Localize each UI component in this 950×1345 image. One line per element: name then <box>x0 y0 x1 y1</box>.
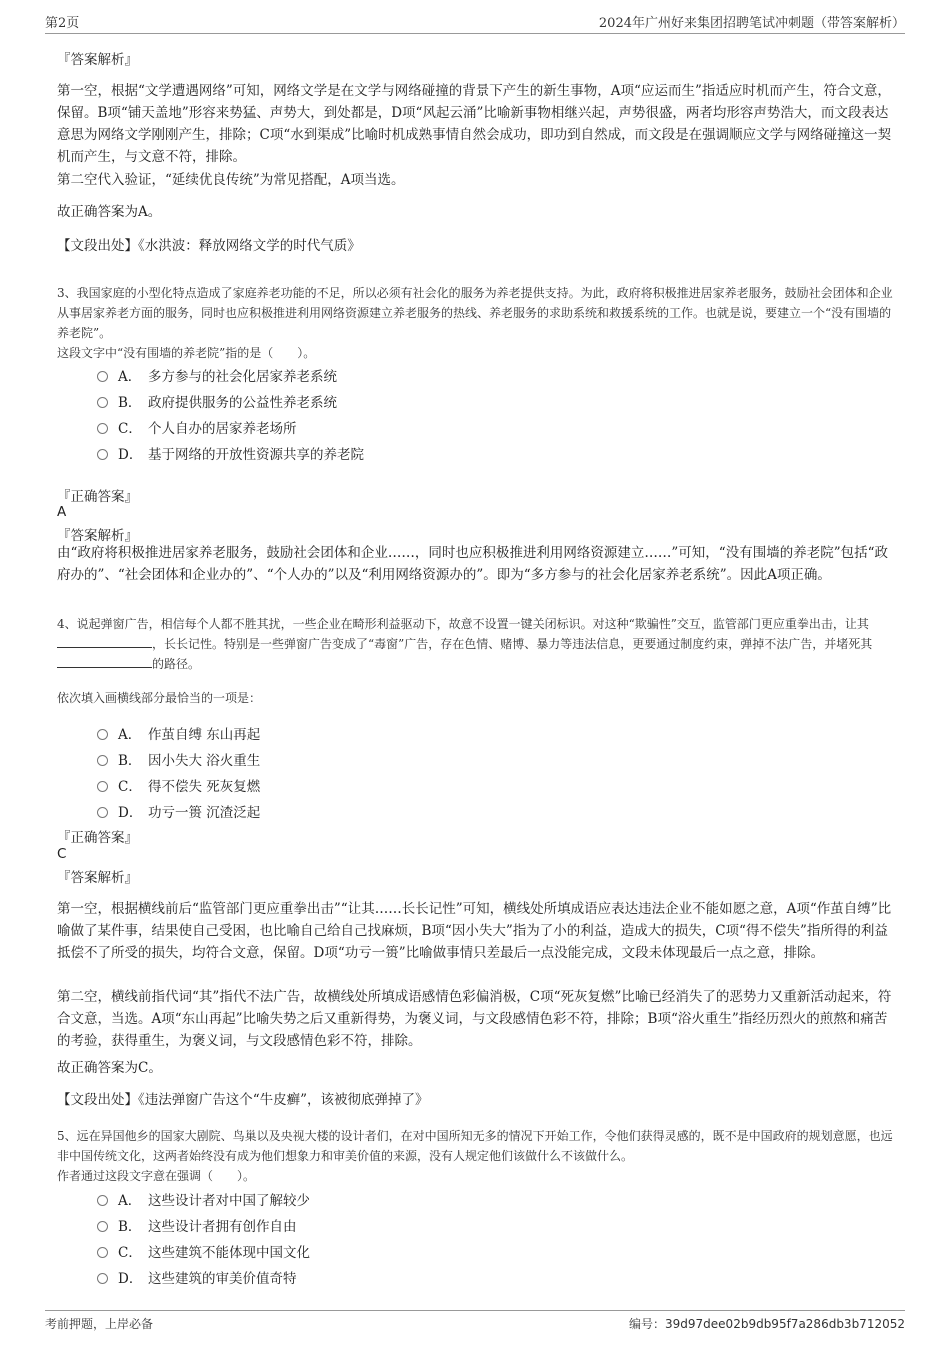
radio-icon[interactable] <box>97 1195 108 1206</box>
q2-analysis-label: 『答案解析』 <box>57 52 138 68</box>
option-letter: D． <box>118 1271 143 1287</box>
option-letter: B． <box>118 395 142 411</box>
q4-option-d[interactable] <box>97 801 260 821</box>
radio-icon[interactable] <box>97 1273 108 1284</box>
q2-analysis-p1: 第一空，根据“文学遭遇网络”可知，网络文学是在文学与网络碰撞的背景下产生的新生事物，A项“应运而生”指适应时机而产生，符合文意，保留。B项“铺天盖地”形容来势猛、声势大，到处都是，D项“风起云涌”比喻新事物相继兴起，声势很盛，两者均形容声势浩大，而文段表达意思为网络文学刚刚产生，排除；C项“水到渠成”比喻时机成熟事情自然会成功，即功到自然成，而文段是在强调顺应文学与网络碰撞这一契机而产生，与文意不符，排除。 <box>57 83 892 165</box>
option-text: 政府提供服务的公益性养老系统 <box>148 395 337 411</box>
option-text: 多方参与的社会化居家养老系统 <box>148 369 337 385</box>
option-letter: A． <box>118 1193 142 1209</box>
option-letter: A． <box>118 727 142 743</box>
q4-source: 【文段出处】《违法弹窗广告这个“牛皮癣”，该被彻底弹掉了》 <box>57 1092 429 1108</box>
q5-option-c[interactable] <box>97 1241 310 1261</box>
q3-stem: 3、我国家庭的小型化特点造成了家庭养老功能的不足，所以必须有社会化的服务为养老提供支持。为此，政府将积极推进居家养老服务，鼓励社会团体和企业从事居家养老方面的服务，同时也应积极推进利用网络资源建立养老服务的热线、养老服务的求助系统和救援系统的工作。也就是说，要建立一个“没有围墙的养老院”。 <box>57 286 893 340</box>
q4-stem-part-b: ，长长记性。特别是一些弹窗广告变成了“毒窗”广告，存在色情、赌博、暴力等违法信息，更要通过制度约束，弹掉不法广告，并堵死其 <box>152 637 873 651</box>
option-text: 这些设计者对中国了解较少 <box>148 1193 310 1209</box>
q4-question: 依次填入画横线部分最恰当的一项是： <box>57 691 262 705</box>
q3-option-d[interactable] <box>97 443 364 463</box>
option-letter: B． <box>118 753 142 769</box>
footer-slogan: 考前押题，上岸必备 <box>45 1317 154 1331</box>
q4-analysis-label: 『答案解析』 <box>57 870 138 886</box>
q4-stem <box>57 614 895 674</box>
q3-question: 这段文字中“没有围墙的养老院”指的是（ ）。 <box>57 346 316 360</box>
option-text: 因小失大 浴火重生 <box>148 753 261 769</box>
q4-option-a[interactable] <box>97 723 260 743</box>
document-code <box>629 1315 905 1332</box>
q4-correct-label: 『正确答案』 <box>57 830 138 846</box>
radio-icon[interactable] <box>97 807 108 818</box>
q2-source: 【文段出处】《水洪波：释放网络文学的时代气质》 <box>57 238 361 254</box>
page-number: 第2页 <box>45 16 80 31</box>
code-value: 39d97dee02b9db95f7a286db3b712052 <box>665 1317 905 1331</box>
footer-divider <box>45 1310 905 1311</box>
document-title: 2024年广州好来集团招聘笔试冲刺题（带答案解析） <box>598 16 905 31</box>
option-letter: C． <box>118 779 142 795</box>
radio-icon[interactable] <box>97 1247 108 1258</box>
option-text: 这些设计者拥有创作自由 <box>148 1219 297 1235</box>
option-letter: D． <box>118 447 143 463</box>
radio-icon[interactable] <box>97 781 108 792</box>
option-letter: B． <box>118 1219 142 1235</box>
q3-analysis-label: 『答案解析』 <box>57 528 138 544</box>
option-text: 功亏一篑 沉渣泛起 <box>148 805 261 821</box>
header-divider <box>45 33 905 34</box>
fill-blank-1 <box>57 635 152 648</box>
option-text: 得不偿失 死灰复燃 <box>148 779 261 795</box>
q5-question: 作者通过这段文字意在强调（ ）。 <box>57 1169 256 1183</box>
q3-correct-answer: A <box>57 504 67 520</box>
q4-stem-part-c: 的路径。 <box>152 657 201 671</box>
option-text: 这些建筑的审美价值奇特 <box>148 1271 297 1287</box>
q3-correct-label: 『正确答案』 <box>57 489 138 505</box>
option-text: 这些建筑不能体现中国文化 <box>148 1245 310 1261</box>
option-letter: A． <box>118 369 142 385</box>
q4-correct-answer: C <box>57 846 67 862</box>
option-text: 作茧自缚 东山再起 <box>148 727 261 743</box>
q2-analysis-p2: 第二空代入验证，“延续优良传统”为常见搭配，A项当选。 <box>57 172 405 188</box>
q3-option-b[interactable] <box>97 391 337 411</box>
q5-option-b[interactable] <box>97 1215 297 1235</box>
q4-analysis-p2: 第二空，横线前指代词“其”指代不法广告，故横线处所填成语感情色彩偏消极，C项“死灰复燃”比喻已经消失了的恶势力又重新活动起来，符合文意，当选。A项“东山再起”比喻失势之后又重新得势，为褒义词，与文段感情色彩不符，排除；B项“浴火重生”指经历烈火的煎熬和痛苦的考验，获得重生，为褒义词，与文段感情色彩不符，排除。 <box>57 989 892 1049</box>
radio-icon[interactable] <box>97 397 108 408</box>
q4-analysis-p1: 第一空，根据横线前后“监管部门更应重拳出击”“让其……长长记性”可知，横线处所填成语应表达违法企业不能如愿之意，A项“作茧自缚”比喻做了某件事，结果使自己受困，也比喻自己给自己找麻烦，B项“因小失大”指为了小的利益，造成大的损失，C项“得不偿失”指所得的利益抵偿不了所受的损失，均符合文意，保留。D项“功亏一篑”比喻做事情只差最后一点没能完成，文段未体现最后一点之意，排除。 <box>57 901 892 961</box>
option-letter: C． <box>118 421 142 437</box>
q4-stem-part-a: 4、说起弹窗广告，相信每个人都不胜其扰，一些企业在畸形利益驱动下，故意不设置一键关闭标识。对这种“欺骗性”交互，监管部门更应重拳出击，让其 <box>57 617 869 631</box>
radio-icon[interactable] <box>97 755 108 766</box>
option-letter: D． <box>118 805 143 821</box>
q3-analysis: 由“政府将积极推进居家养老服务，鼓励社会团体和企业……，同时也应积极推进利用网络资源建立……”可知，“没有围墙的养老院”包括“政府办的”、“社会团体和企业办的”、“个人办的”以及“利用网络资源办的”。即为“多方参与的社会化居家养老系统”。因此A项正确。 <box>57 545 889 583</box>
q2-answer-line: 故正确答案为A。 <box>57 204 162 220</box>
radio-icon[interactable] <box>97 423 108 434</box>
q4-option-b[interactable] <box>97 749 260 769</box>
option-text: 个人自办的居家养老场所 <box>148 421 297 437</box>
q5-stem: 5、远在异国他乡的国家大剧院、鸟巢以及央视大楼的设计者们，在对中国所知无多的情况下开始工作，令他们获得灵感的，既不是中国政府的规划意愿，也远非中国传统文化，这两者始终没有成为他们想象力和审美价值的来源，没有人规定他们该做什么不该做什么。 <box>57 1129 893 1163</box>
q4-answer-line: 故正确答案为C。 <box>57 1060 162 1076</box>
q3-option-a[interactable] <box>97 365 337 385</box>
q3-option-c[interactable] <box>97 417 297 437</box>
radio-icon[interactable] <box>97 371 108 382</box>
option-text: 基于网络的开放性资源共享的养老院 <box>148 447 364 463</box>
fill-blank-2 <box>57 655 152 668</box>
radio-icon[interactable] <box>97 1221 108 1232</box>
code-label: 编号： <box>629 1317 666 1331</box>
q5-option-d[interactable] <box>97 1267 297 1287</box>
option-letter: C． <box>118 1245 142 1261</box>
radio-icon[interactable] <box>97 729 108 740</box>
q4-option-c[interactable] <box>97 775 260 795</box>
radio-icon[interactable] <box>97 449 108 460</box>
q5-option-a[interactable] <box>97 1189 310 1209</box>
